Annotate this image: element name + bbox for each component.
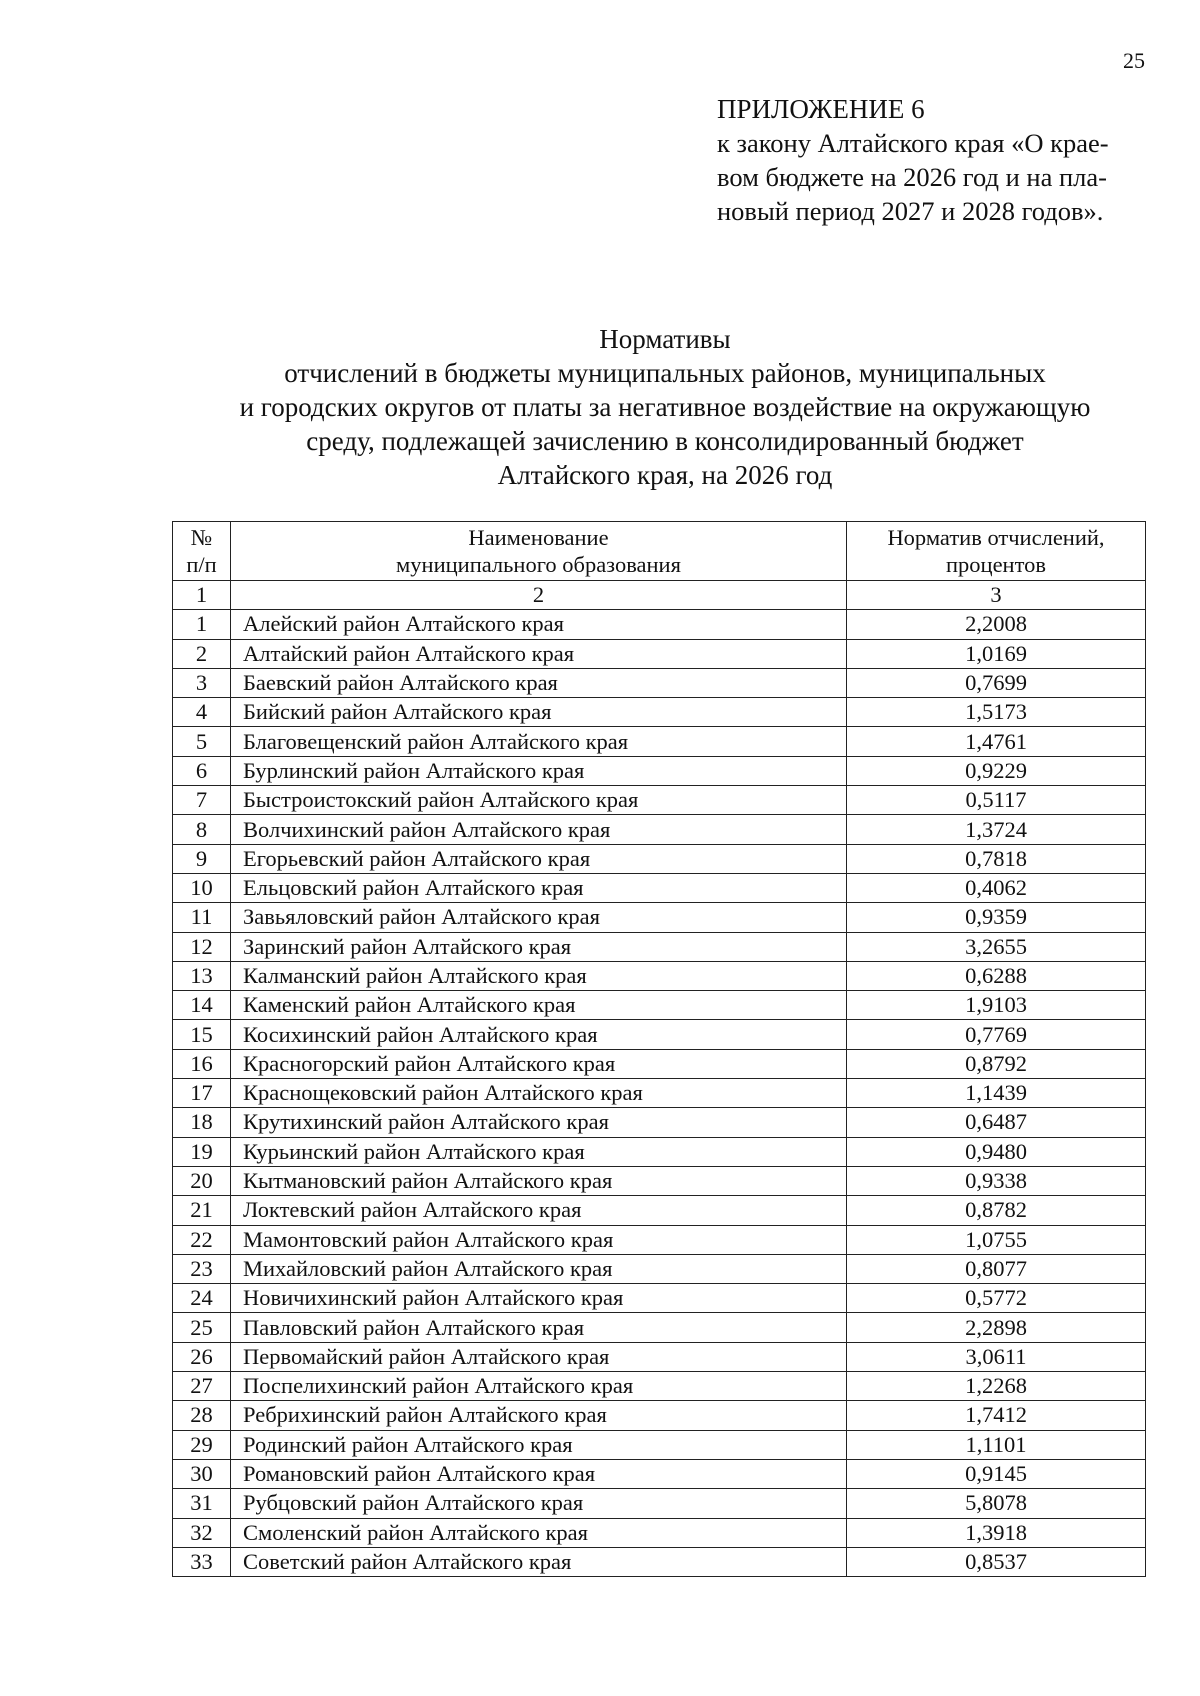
municipality-name: Алтайский район Алтайского края (231, 639, 847, 668)
row-number: 16 (173, 1049, 231, 1078)
table-header-row (173, 522, 1146, 581)
table-row (173, 1518, 1146, 1547)
table-row (173, 1401, 1146, 1430)
row-number: 27 (173, 1372, 231, 1401)
appendix-line: к закону Алтайского края «О крае- (717, 128, 1109, 158)
deduction-rate: 0,8782 (847, 1196, 1146, 1225)
table-row (173, 1284, 1146, 1313)
row-number: 32 (173, 1518, 231, 1547)
deduction-rate: 0,7769 (847, 1020, 1146, 1049)
row-number: 33 (173, 1547, 231, 1576)
table-row (173, 903, 1146, 932)
row-number: 5 (173, 727, 231, 756)
municipality-name: Косихинский район Алтайского края (231, 1020, 847, 1049)
municipality-name: Каменский район Алтайского края (231, 991, 847, 1020)
row-number: 10 (173, 873, 231, 902)
deduction-rate: 0,4062 (847, 873, 1146, 902)
deduction-rate: 1,0169 (847, 639, 1146, 668)
row-number: 18 (173, 1108, 231, 1137)
table-row (173, 1489, 1146, 1518)
appendix-line: вом бюджете на 2026 год и на пла- (717, 162, 1107, 192)
municipality-name: Алейский район Алтайского края (231, 610, 847, 639)
table-row (173, 1430, 1146, 1459)
municipality-name: Первомайский район Алтайского края (231, 1342, 847, 1371)
row-number: 1 (173, 610, 231, 639)
table-body (173, 610, 1146, 1577)
table-row (173, 1547, 1146, 1576)
document-title (0, 322, 1200, 492)
municipality-name: Локтевский район Алтайского края (231, 1196, 847, 1225)
municipality-name: Благовещенский район Алтайского края (231, 727, 847, 756)
deduction-rate: 3,2655 (847, 932, 1146, 961)
table-row (173, 844, 1146, 873)
table-row (173, 1459, 1146, 1488)
table-row (173, 610, 1146, 639)
deduction-rate: 2,2898 (847, 1313, 1146, 1342)
municipality-name: Михайловский район Алтайского края (231, 1254, 847, 1283)
municipality-name: Смоленский район Алтайского края (231, 1518, 847, 1547)
row-number: 15 (173, 1020, 231, 1049)
row-number: 20 (173, 1166, 231, 1195)
table-row (173, 991, 1146, 1020)
deduction-rate: 0,9338 (847, 1166, 1146, 1195)
header-value-line: процентов (945, 552, 1047, 577)
deduction-rate: 0,6487 (847, 1108, 1146, 1137)
table-row (173, 1108, 1146, 1137)
deduction-rate: 0,8537 (847, 1547, 1146, 1576)
row-number: 14 (173, 991, 231, 1020)
document-title-line: отчислений в бюджеты муниципальных районов, муниципальных (284, 358, 1046, 388)
table-row (173, 756, 1146, 785)
municipality-name: Советский район Алтайского края (231, 1547, 847, 1576)
municipality-name: Баевский район Алтайского края (231, 668, 847, 697)
table-row (173, 1313, 1146, 1342)
norms-table (172, 521, 1146, 1577)
header-name-line: муниципального образования (396, 552, 681, 577)
municipality-name: Краснощековский район Алтайского края (231, 1079, 847, 1108)
row-number: 4 (173, 698, 231, 727)
municipality-name: Заринский район Алтайского края (231, 932, 847, 961)
row-number: 30 (173, 1459, 231, 1488)
table-row (173, 786, 1146, 815)
deduction-rate: 2,2008 (847, 610, 1146, 639)
header-name-line: Наименование (468, 525, 609, 550)
deduction-rate: 0,5772 (847, 1284, 1146, 1313)
table-row (173, 698, 1146, 727)
deduction-rate: 0,7699 (847, 668, 1146, 697)
row-number: 23 (173, 1254, 231, 1283)
table-row (173, 873, 1146, 902)
municipality-name: Кытмановский район Алтайского края (231, 1166, 847, 1195)
municipality-name: Егорьевский район Алтайского края (231, 844, 847, 873)
deduction-rate: 0,9229 (847, 756, 1146, 785)
deduction-rate: 5,8078 (847, 1489, 1146, 1518)
municipality-name: Поспелихинский район Алтайского края (231, 1372, 847, 1401)
municipality-name: Калманский район Алтайского края (231, 961, 847, 990)
row-number: 2 (173, 639, 231, 668)
deduction-rate: 0,7818 (847, 844, 1146, 873)
row-number: 26 (173, 1342, 231, 1371)
column-number-row (173, 581, 1146, 610)
appendix-line: новый период 2027 и 2028 годов». (717, 196, 1104, 226)
deduction-rate: 1,5173 (847, 698, 1146, 727)
table-row (173, 1020, 1146, 1049)
row-number: 21 (173, 1196, 231, 1225)
deduction-rate: 1,7412 (847, 1401, 1146, 1430)
table-row (173, 1079, 1146, 1108)
table-row (173, 1372, 1146, 1401)
deduction-rate: 1,9103 (847, 991, 1146, 1020)
page-number: 25 (1123, 48, 1145, 73)
column-number: 1 (173, 581, 231, 610)
row-number: 7 (173, 786, 231, 815)
deduction-rate: 0,8792 (847, 1049, 1146, 1078)
municipality-name: Рубцовский район Алтайского края (231, 1489, 847, 1518)
deduction-rate: 1,2268 (847, 1372, 1146, 1401)
table-row (173, 1049, 1146, 1078)
appendix-block (717, 92, 1157, 228)
municipality-name: Ельцовский район Алтайского края (231, 873, 847, 902)
municipality-name: Ребрихинский район Алтайского края (231, 1401, 847, 1430)
row-number: 12 (173, 932, 231, 961)
row-number: 11 (173, 903, 231, 932)
appendix-title: ПРИЛОЖЕНИЕ 6 (717, 94, 925, 124)
table-row (173, 1342, 1146, 1371)
table-row (173, 1225, 1146, 1254)
deduction-rate: 1,3918 (847, 1518, 1146, 1547)
table-row (173, 668, 1146, 697)
deduction-rate: 1,4761 (847, 727, 1146, 756)
deduction-rate: 0,8077 (847, 1254, 1146, 1283)
document-title-line: Нормативы (599, 324, 731, 354)
row-number: 6 (173, 756, 231, 785)
deduction-rate: 0,9145 (847, 1459, 1146, 1488)
row-number: 8 (173, 815, 231, 844)
deduction-rate: 0,6288 (847, 961, 1146, 990)
municipality-name: Курьинский район Алтайского края (231, 1137, 847, 1166)
row-number: 13 (173, 961, 231, 990)
table-row (173, 1137, 1146, 1166)
table-row (173, 932, 1146, 961)
column-number: 2 (231, 581, 847, 610)
table-row (173, 639, 1146, 668)
row-number: 9 (173, 844, 231, 873)
table-row (173, 1254, 1146, 1283)
header-num-line: № (190, 525, 213, 550)
municipality-name: Красногорский район Алтайского края (231, 1049, 847, 1078)
deduction-rate: 0,5117 (847, 786, 1146, 815)
document-title-line: и городских округов от платы за негативное воздействие на окружающую (239, 392, 1091, 422)
table-row (173, 1196, 1146, 1225)
row-number: 3 (173, 668, 231, 697)
column-number: 3 (847, 581, 1146, 610)
municipality-name: Бурлинский район Алтайского края (231, 756, 847, 785)
deduction-rate: 0,9480 (847, 1137, 1146, 1166)
document-title-line: среду, подлежащей зачислению в консолидированный бюджет (306, 426, 1024, 456)
header-name (231, 522, 847, 581)
municipality-name: Мамонтовский район Алтайского края (231, 1225, 847, 1254)
municipality-name: Романовский район Алтайского края (231, 1459, 847, 1488)
table-row (173, 1166, 1146, 1195)
deduction-rate: 1,1439 (847, 1079, 1146, 1108)
municipality-name: Завьяловский район Алтайского края (231, 903, 847, 932)
table-row (173, 815, 1146, 844)
deduction-rate: 1,1101 (847, 1430, 1146, 1459)
row-number: 25 (173, 1313, 231, 1342)
municipality-name: Быстроистокский район Алтайского края (231, 786, 847, 815)
row-number: 29 (173, 1430, 231, 1459)
row-number: 22 (173, 1225, 231, 1254)
municipality-name: Павловский район Алтайского края (231, 1313, 847, 1342)
document-title-line: Алтайского края, на 2026 год (497, 460, 833, 490)
deduction-rate: 0,9359 (847, 903, 1146, 932)
deduction-rate: 1,0755 (847, 1225, 1146, 1254)
deduction-rate: 1,3724 (847, 815, 1146, 844)
table-row (173, 961, 1146, 990)
row-number: 17 (173, 1079, 231, 1108)
row-number: 28 (173, 1401, 231, 1430)
municipality-name: Новичихинский район Алтайского края (231, 1284, 847, 1313)
header-num-line: п/п (186, 552, 217, 577)
table-row (173, 727, 1146, 756)
row-number: 19 (173, 1137, 231, 1166)
municipality-name: Волчихинский район Алтайского края (231, 815, 847, 844)
municipality-name: Родинский район Алтайского края (231, 1430, 847, 1459)
header-value (847, 522, 1146, 581)
deduction-rate: 3,0611 (847, 1342, 1146, 1371)
row-number: 31 (173, 1489, 231, 1518)
header-value-line: Норматив отчислений, (887, 525, 1105, 550)
header-num (173, 522, 231, 581)
municipality-name: Бийский район Алтайского края (231, 698, 847, 727)
row-number: 24 (173, 1284, 231, 1313)
municipality-name: Крутихинский район Алтайского края (231, 1108, 847, 1137)
